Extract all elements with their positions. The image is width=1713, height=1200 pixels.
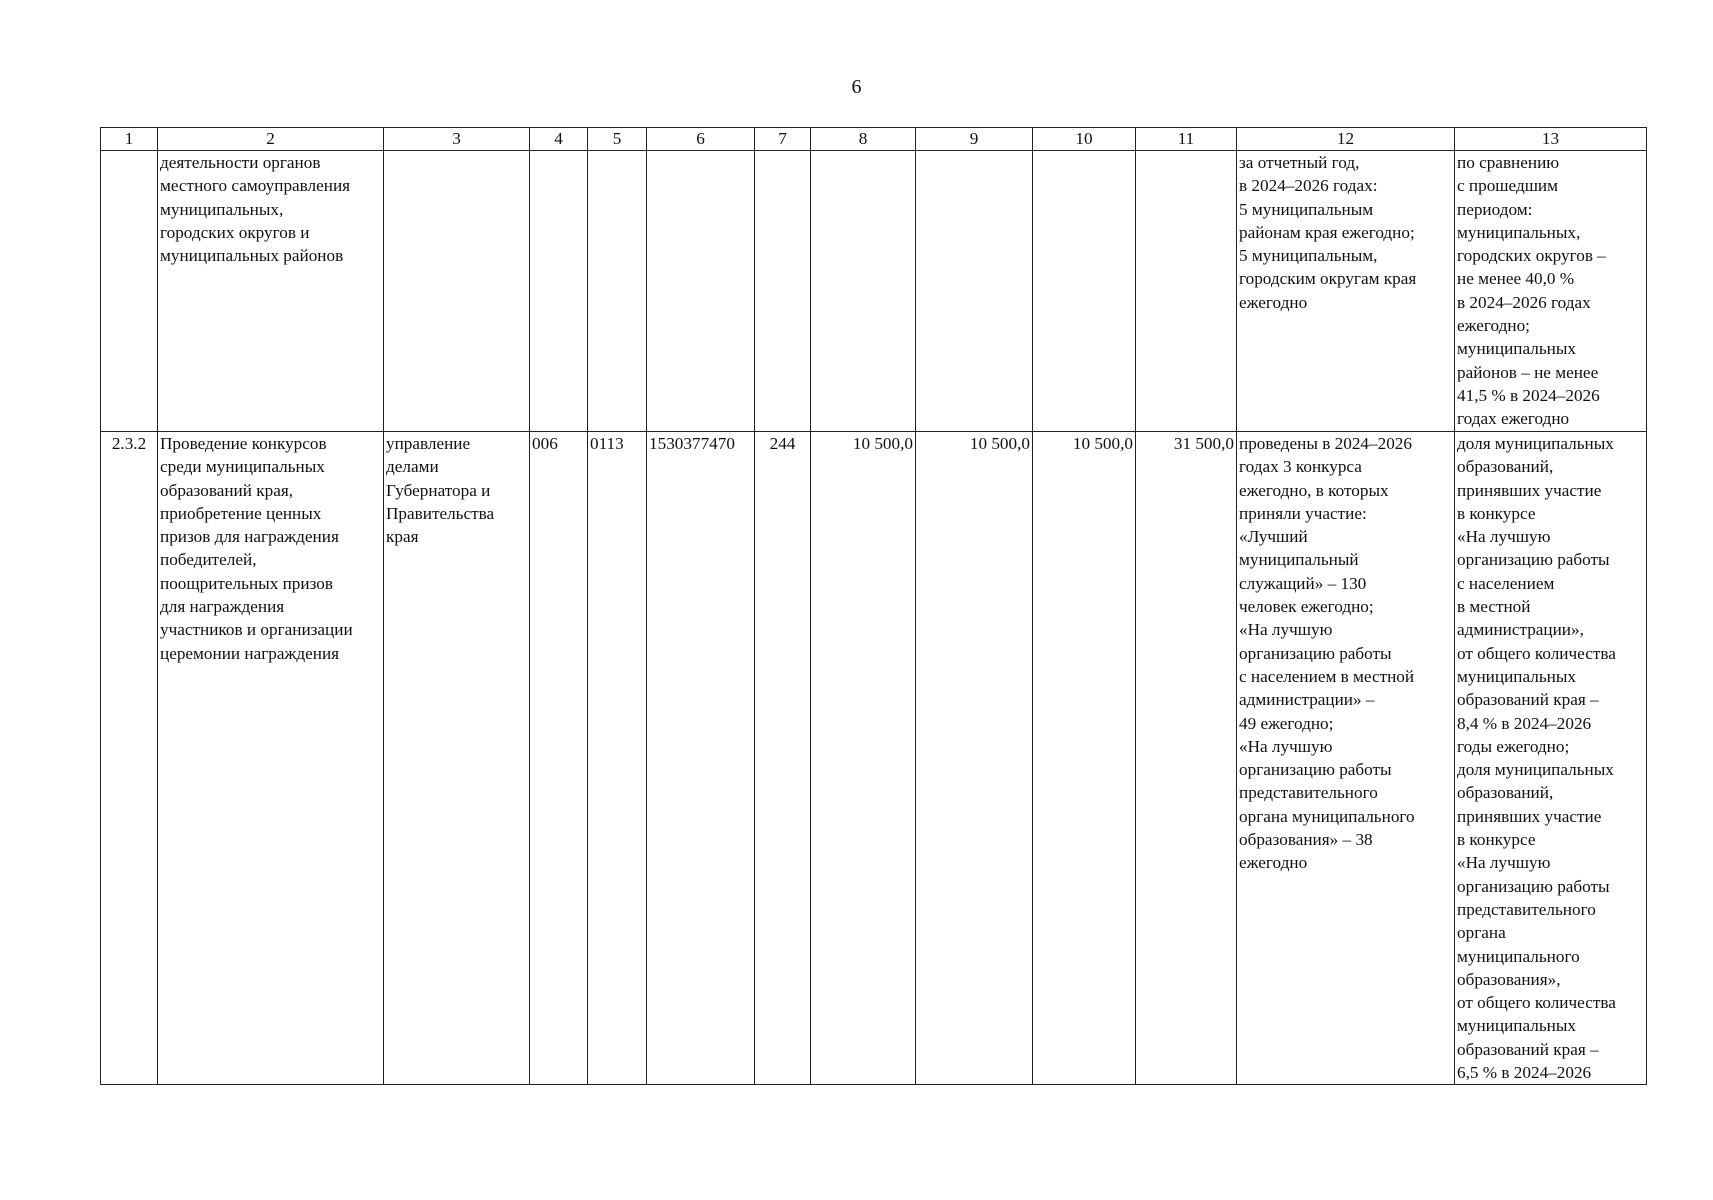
col-header-9: 9 — [916, 128, 1033, 151]
col-header-13: 13 — [1455, 128, 1647, 151]
amount-cell: 10 500,0 — [1033, 432, 1136, 1085]
col-header-8: 8 — [811, 128, 916, 151]
col-header-11: 11 — [1136, 128, 1237, 151]
expected-result-cell: проведены в 2024–2026 годах 3 конкурса ежегодно, в которых приняли участие: «Лучший муниципальный служащий» – 130 человек ежегодно; «На лучшую организацию работы с населением в местной администрации» – 49 ежегодно; «На лучшую организацию работы представительного органа муниципального образования» – 38 ежегодно — [1237, 432, 1455, 1085]
col-header-4: 4 — [530, 128, 588, 151]
amount-cell: 10 500,0 — [916, 432, 1033, 1085]
col-header-3: 3 — [384, 128, 530, 151]
col-header-7: 7 — [755, 128, 811, 151]
code-cell — [530, 151, 588, 432]
code-cell — [755, 151, 811, 432]
code-cell: 006 — [530, 432, 588, 1085]
amount-cell — [916, 151, 1033, 432]
amount-cell: 10 500,0 — [811, 432, 916, 1085]
amount-cell — [1136, 151, 1237, 432]
responsible-cell: управление делами Губернатора и Правительства края — [384, 432, 530, 1085]
code-cell: 0113 — [588, 432, 647, 1085]
event-name-cell: деятельности органов местного самоуправления муниципальных, городских округов и муниципальных районов — [158, 151, 384, 432]
code-cell: 244 — [755, 432, 811, 1085]
col-header-10: 10 — [1033, 128, 1136, 151]
amount-cell — [811, 151, 916, 432]
code-cell: 1530377470 — [647, 432, 755, 1085]
code-cell — [588, 151, 647, 432]
row-number-cell — [101, 151, 158, 432]
header-row — [101, 128, 1647, 151]
indicator-cell: по сравнению с прошедшим периодом: муниципальных, городских округов – не менее 40,0 % в 2024–2026 годах ежегодно; муниципальных районов – не менее 41,5 % в 2024–2026 годах ежегодно — [1455, 151, 1647, 432]
col-header-6: 6 — [647, 128, 755, 151]
row-number-cell: 2.3.2 — [101, 432, 158, 1085]
col-header-2: 2 — [158, 128, 384, 151]
event-name-cell: Проведение конкурсов среди муниципальных образований края, приобретение ценных призов для награждения победителей, поощрительных призов для награждения участников и организации церемонии награждения — [158, 432, 384, 1085]
indicator-cell: доля муниципальных образований, принявших участие в конкурсе «На лучшую организацию работы с населением в местной администрации», от общего количества муниципальных образований края – 8,4 % в 2024–2026 годы ежегодно; доля муниципальных образований, принявших участие в конкурсе «На лучшую организацию работы представительного органа муниципального образования», от общего количества муниципальных образований края – 6,5 % в 2024–2026 — [1455, 432, 1647, 1085]
amount-cell — [1033, 151, 1136, 432]
page-number: 6 — [851, 76, 862, 98]
code-cell — [647, 151, 755, 432]
amount-cell: 31 500,0 — [1136, 432, 1237, 1085]
table-row — [101, 432, 1647, 1085]
expected-result-cell: за отчетный год, в 2024–2026 годах: 5 муниципальным районам края ежегодно; 5 муниципальным, городским округам края ежегодно — [1237, 151, 1455, 432]
col-header-1: 1 — [101, 128, 158, 151]
col-header-5: 5 — [588, 128, 647, 151]
col-header-12: 12 — [1237, 128, 1455, 151]
table-row — [101, 151, 1647, 432]
responsible-cell — [384, 151, 530, 432]
program-table — [100, 127, 1647, 1085]
